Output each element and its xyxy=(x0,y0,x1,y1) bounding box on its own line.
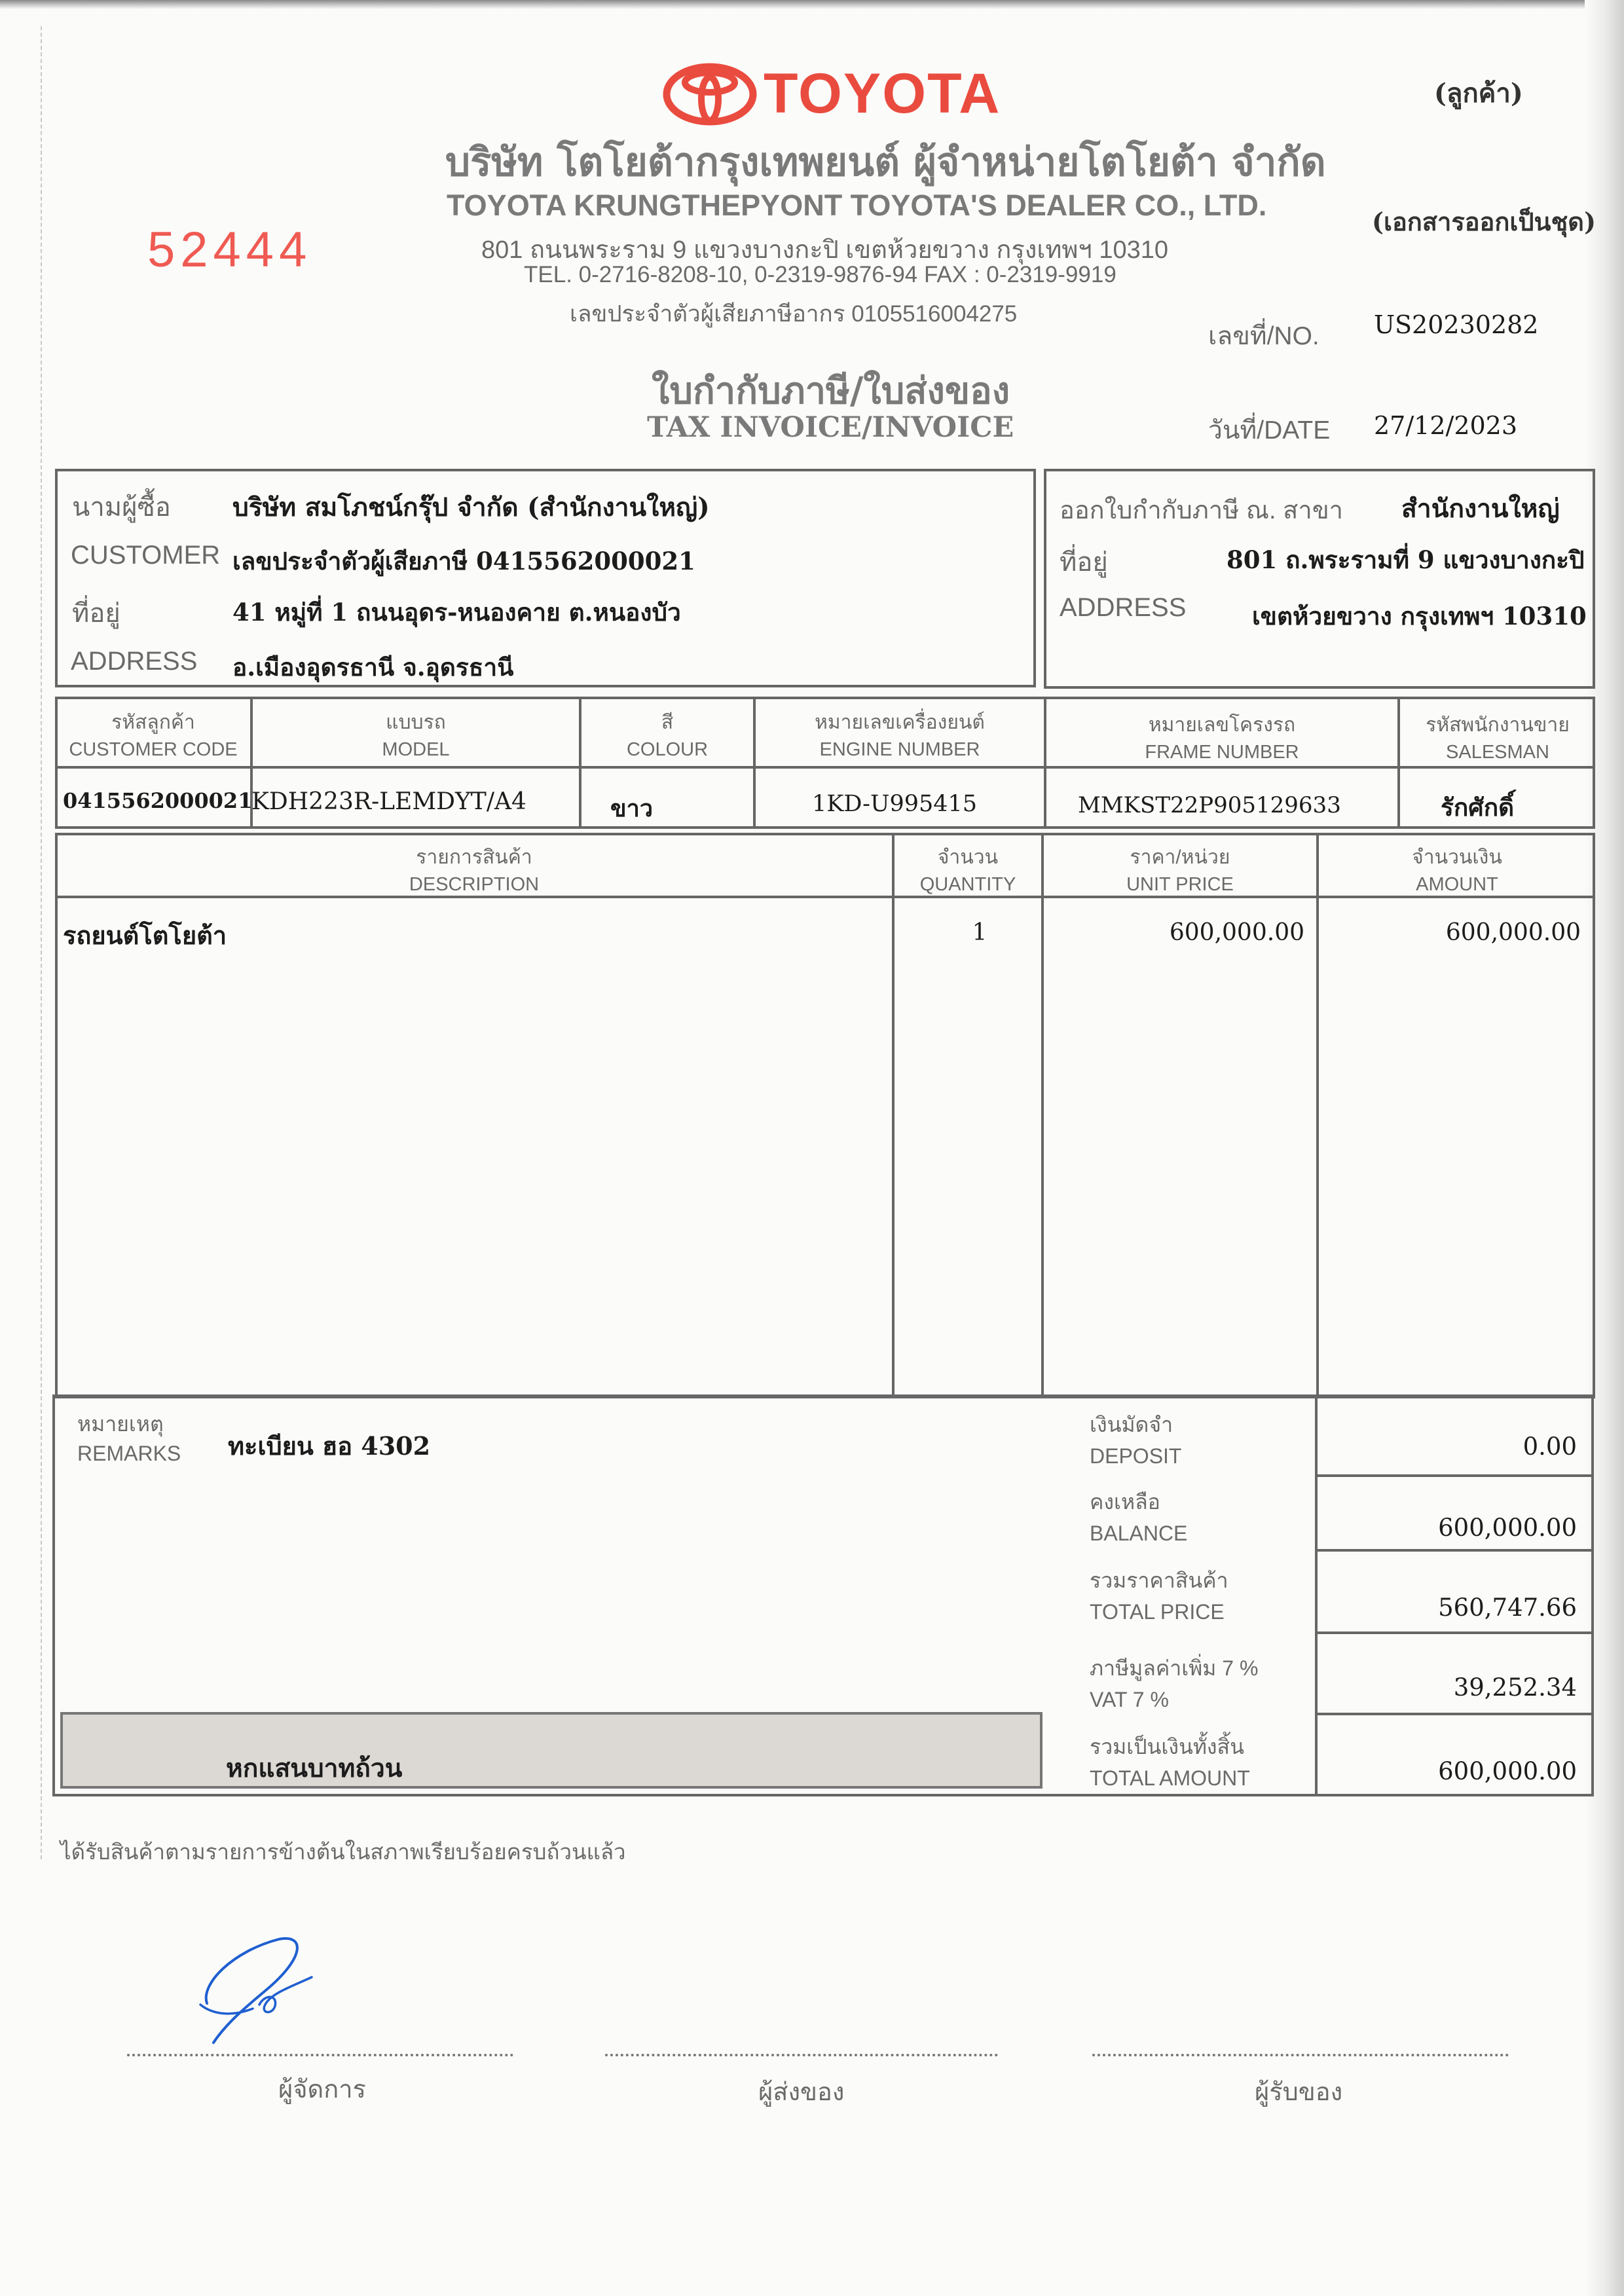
items-header-en: QUANTITY xyxy=(919,874,1016,895)
copy-label: (ลูกค้า) xyxy=(1434,78,1523,109)
company-name-en: TOYOTA KRUNGTHEPYONT TOYOTA'S DEALER CO., LTD. xyxy=(447,189,1267,222)
items-header-unit-price xyxy=(1044,842,1316,896)
items-header-amount xyxy=(1319,842,1595,896)
buyer-address-label-th: ที่อยู่ xyxy=(72,599,120,628)
items-header-th: รายการสินค้า xyxy=(416,847,532,868)
sender-signature-line xyxy=(605,2054,998,2056)
scan-left-edge xyxy=(41,26,42,1859)
total-label-th: รวมราคาสินค้า xyxy=(1090,1569,1228,1592)
total-label-en: VAT 7 % xyxy=(1090,1688,1169,1711)
toyota-emblem-icon xyxy=(663,63,757,126)
total-label-en: TOTAL PRICE xyxy=(1090,1600,1225,1624)
vehicle-header-en: ENGINE NUMBER xyxy=(819,739,980,760)
manager-signature-line xyxy=(127,2054,513,2056)
total-label-th: คงเหลือ xyxy=(1090,1490,1160,1514)
branch-label: ออกใบกำกับภาษี ณ. สาขา xyxy=(1060,497,1344,524)
invoice-no-label: เลขที่/NO. xyxy=(1208,322,1320,350)
brand-name: TOYOTA xyxy=(764,62,1001,125)
total-label-en: TOTAL AMOUNT xyxy=(1090,1766,1250,1790)
deposit-value: 0.00 xyxy=(1522,1432,1577,1461)
buyer-tax-id: เลขประจำตัวผู้เสียภาษี 0415562000021 xyxy=(232,547,695,575)
remarks-label-th: หมายเหตุ xyxy=(77,1412,164,1436)
balance-value: 600,000.00 xyxy=(1438,1514,1577,1542)
vehicle-header-th: สี xyxy=(661,712,674,733)
company-name-th: บริษัท โตโยต้ากรุงเทพยนต์ ผู้จำหน่ายโตโยต้า จำกัด xyxy=(445,139,1326,185)
vat-value: 39,252.34 xyxy=(1453,1673,1577,1702)
branch-value: สำนักงานใหญ่ xyxy=(1401,494,1560,524)
signature-mark xyxy=(187,1931,331,2049)
document-title-en: TAX INVOICE/INVOICE xyxy=(647,411,1014,444)
total-price-label xyxy=(1090,1565,1228,1628)
issuer-address-label-en: ADDRESS xyxy=(1060,593,1187,622)
deposit-label xyxy=(1090,1409,1181,1472)
items-header-description xyxy=(56,842,892,896)
vehicle-row-divider xyxy=(55,766,1595,769)
vehicle-engine-number: 1KD-U995415 xyxy=(812,791,978,817)
total-label-en: DEPOSIT xyxy=(1090,1444,1182,1468)
items-header-quantity xyxy=(895,842,1041,896)
totals-col-divider xyxy=(1315,1394,1318,1796)
toyota-logo xyxy=(663,63,757,128)
vehicle-customer-code: 0415562000021 xyxy=(63,788,253,813)
vehicle-header-customer-code xyxy=(56,707,250,761)
items-col-divider xyxy=(1316,833,1319,1398)
issuer-address-line2: เขตห้วยขวาง กรุงเทพฯ 10310 xyxy=(1252,602,1587,630)
total-label-th: ภาษีมูลค่าเพิ่ม 7 % xyxy=(1090,1656,1259,1680)
scan-top-edge xyxy=(0,0,1624,9)
manager-label: ผู้จัดการ xyxy=(278,2076,366,2104)
totals-row-divider xyxy=(1315,1631,1594,1634)
vehicle-header-model xyxy=(253,707,579,761)
vehicle-header-colour xyxy=(581,707,753,761)
items-table xyxy=(55,833,1595,1398)
items-header-en: AMOUNT xyxy=(1416,874,1498,895)
company-address: 801 ถนนพระราม 9 แขวงบางกะปิ เขตห้วยขวาง กรุงเทพฯ 10310 xyxy=(481,236,1168,264)
vehicle-model: KDH223R-LEMDYT/A4 xyxy=(251,788,526,815)
customer-label: CUSTOMER xyxy=(71,541,221,570)
items-header-th: จำนวน xyxy=(937,847,999,868)
totals-row-divider xyxy=(1315,1474,1594,1477)
vehicle-header-th: แบบรถ xyxy=(386,712,446,733)
items-header-th: จำนวนเงิน xyxy=(1412,847,1502,868)
received-note: ได้รับสินค้าตามรายการข้างต้นในสภาพเรียบร้อยครบถ้วนแล้ว xyxy=(60,1840,626,1864)
company-phone: TEL. 0-2716-8208-10, 0-2319-9876-94 FAX : 0-2319-9919 xyxy=(524,262,1116,287)
date-value: 27/12/2023 xyxy=(1374,411,1518,440)
balance-label xyxy=(1090,1486,1187,1549)
items-header-en: UNIT PRICE xyxy=(1126,874,1234,895)
buyer-address-line2: อ.เมืองอุดรธานี จ.อุดรธานี xyxy=(232,653,514,682)
receiver-signature-line xyxy=(1092,2054,1509,2056)
total-label-th: รวมเป็นเงินทั้งสิ้น xyxy=(1090,1735,1244,1758)
serial-number: 52444 xyxy=(147,222,312,278)
vehicle-header-en: CUSTOMER CODE xyxy=(69,739,238,760)
vehicle-header-th: หมายเลขเครื่องยนต์ xyxy=(815,712,985,733)
item-amount: 600,000.00 xyxy=(1445,919,1581,946)
vehicle-header-en: COLOUR xyxy=(626,739,709,760)
items-header-divider xyxy=(55,896,1595,898)
document-title-th: ใบกำกับภาษี/ใบส่งของ xyxy=(652,369,1010,412)
vehicle-salesman: รักศักดิ์ xyxy=(1441,793,1515,822)
vat-label xyxy=(1090,1652,1258,1715)
totals-row-divider xyxy=(1315,1713,1594,1715)
item-quantity: 1 xyxy=(972,919,987,946)
vehicle-header-en: SALESMAN xyxy=(1446,742,1549,763)
manager-signature xyxy=(187,1931,331,2052)
items-header-th: ราคา/หน่วย xyxy=(1130,847,1230,868)
date-label: วันที่/DATE xyxy=(1208,416,1331,445)
vehicle-header-salesman xyxy=(1400,710,1595,763)
total-amount-label xyxy=(1090,1731,1250,1794)
buyer-address-label-en: ADDRESS xyxy=(71,647,198,676)
total-label-en: BALANCE xyxy=(1090,1522,1188,1545)
items-col-divider xyxy=(1041,833,1044,1398)
total-price-value: 560,747.66 xyxy=(1438,1594,1577,1622)
vehicle-frame-number: MMKST22P905129633 xyxy=(1078,792,1341,818)
receiver-label: ผู้รับของ xyxy=(1255,2079,1343,2106)
vehicle-header-engine xyxy=(756,707,1044,761)
remarks-value: ทะเบียน ฮอ 4302 xyxy=(228,1431,431,1461)
items-col-divider xyxy=(892,833,895,1398)
vehicle-header-th: รหัสพนักงานขาย xyxy=(1426,714,1570,736)
item-unit-price: 600,000.00 xyxy=(1169,919,1304,946)
vehicle-header-th: รหัสลูกค้า xyxy=(111,712,195,733)
items-header-en: DESCRIPTION xyxy=(409,874,540,895)
buyer-address-line1: 41 หมู่ที่ 1 ถนนอุดร-หนองคาย ต.หนองบัว xyxy=(232,598,681,627)
vehicle-colour: ขาว xyxy=(610,795,654,822)
vehicle-header-en: FRAME NUMBER xyxy=(1145,742,1299,763)
amount-in-words-box xyxy=(60,1712,1043,1789)
vehicle-header-frame xyxy=(1046,710,1397,763)
item-description: รถยนต์โตโยต้า xyxy=(63,920,227,950)
amount-in-words: หกแสนบาทถ้วน xyxy=(226,1753,403,1783)
buyer-name-label: นามผู้ซื้อ xyxy=(72,493,171,522)
vehicle-header-th: หมายเลขโครงรถ xyxy=(1148,714,1296,736)
remarks-label-en: REMARKS xyxy=(77,1442,181,1465)
buyer-name-value: บริษัท สมโภชน์กรุ๊ป จำกัด (สำนักงานใหญ่) xyxy=(232,492,710,522)
set-note: (เอกสารออกเป็นชุด) xyxy=(1372,207,1596,236)
totals-row-divider xyxy=(1315,1549,1594,1552)
total-amount-value: 600,000.00 xyxy=(1438,1757,1577,1785)
invoice-no-value: US20230282 xyxy=(1374,310,1539,339)
sender-label: ผู้ส่งของ xyxy=(758,2079,845,2106)
issuer-address-label-th: ที่อยู่ xyxy=(1060,548,1108,577)
company-tax-id: เลขประจำตัวผู้เสียภาษีอากร 0105516004275 xyxy=(570,301,1018,327)
total-label-th: เงินมัดจำ xyxy=(1090,1413,1173,1436)
issuer-address-line1: 801 ถ.พระรามที่ 9 แขวงบางกะปิ xyxy=(1227,545,1585,574)
vehicle-header-en: MODEL xyxy=(382,739,450,760)
